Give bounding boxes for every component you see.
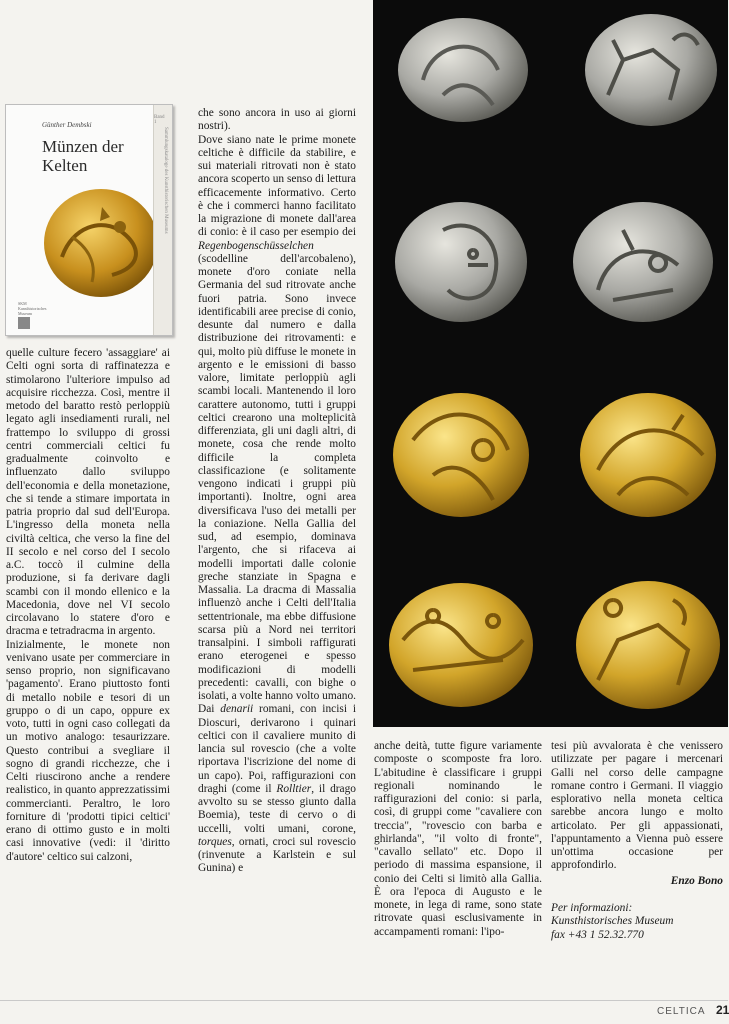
celtic-coins-photo bbox=[373, 0, 728, 727]
book-cover bbox=[5, 104, 173, 336]
magazine-name: CELTICA bbox=[657, 1006, 706, 1017]
text-run: Dove siano nate le prime monete celtiche è difficile da stabilire, e sui materiali ritrovati non è stato ancora scoperto un senso di lettura efficacemente informativo. Certo è che i commerci hanno facilitato la migrazione di monete dall'area di conio: è il caso per esempio dei bbox=[198, 133, 356, 239]
book-cover-coin-image bbox=[42, 187, 160, 299]
book-spine bbox=[153, 105, 172, 335]
silver-coin bbox=[398, 18, 528, 122]
paragraph: che sono ancora in uso ai giorni nostri). bbox=[198, 107, 356, 133]
book-author: Günther Dembski bbox=[42, 121, 92, 129]
gold-coin bbox=[580, 393, 716, 517]
paragraph: anche deità, tutte figure variamente composte o scomposte fra loro. L'abitudine è classificare i gruppi regionali nominando le raffigurazioni del conio: si parla, così, di gruppi come "cavaliere con treccia", "rovescio con barba e ghirlanda", "il volto di fronte", "cavallo sellato" etc. Dopo il periodo di massima espansione, il conio dei Celti si limitò alla Gallia. È ora l'epoca di Augusto e le monete, in lega di rame, sono state ritrovate quasi esclusivamente in accampamenti romani: l'ipo- bbox=[374, 740, 542, 938]
book-spine-mark: Band 1 bbox=[154, 115, 165, 125]
book-publisher-series: SKM bbox=[18, 301, 27, 306]
emphasis-term: Regenbogenschüsselchen bbox=[198, 239, 314, 252]
paragraph: Inizialmente, le monete non venivano usate per commerciare in senso proprio, non significavano 'pagamento'. Erano piuttosto fonti di metallo nobile e tesori di un gruppo o di un capo, oppure ex voto, tutti in ogni caso collegati da un motivo analogo: tesaurizzare. Questo contribui a svegliare il sogno di grandi ricchezze, che i Celti riuscirono anche a rendere realistico, in quanto apprezzatissimi commercianti. Peraltro, le loro forniture di 'prodotti tipici celtici' erano di ottimo gusto e in molti casi innovative (vedi: il 'diritto d'autore' celtico sui calzoni, bbox=[6, 638, 170, 863]
text-run: , il drago avvolto su se stesso giunto dalla Boemia), teste di cervo o di uccelli, volti umani, corone, bbox=[198, 782, 357, 835]
emphasis-term: torques bbox=[198, 835, 232, 848]
footer-rule bbox=[0, 1000, 728, 1001]
silver-coin bbox=[585, 14, 717, 126]
page-footer bbox=[0, 997, 728, 1024]
silver-coin bbox=[573, 202, 713, 322]
gold-coin bbox=[389, 583, 533, 707]
emphasis-term: Rolltier bbox=[276, 782, 312, 795]
coins-image bbox=[373, 0, 728, 727]
book-title: Münzen der Kelten bbox=[42, 137, 124, 175]
silver-coin bbox=[395, 202, 527, 322]
book-spine-text: Sammlungskataloge des Kunsthistorischen Museums bbox=[163, 127, 168, 234]
text-column-3 bbox=[374, 740, 542, 939]
emphasis-term: denarii bbox=[220, 703, 254, 716]
text-run: (scodelline dell'arcobaleno), monete d'oro coniate nella Germania del sud ritrovate anche fuori patria. Sono invece identificabili aree precise di conio, desunte dal numero e dalla distribuzione dei ritrovamenti: e qui, molto più diffuse le monete in argento e le emissioni di basso valore, limitate perloppiù agli scambi locali. Mantenendo il loro carattere autonomo, tutti i gruppi celtici crearono una molteplicità differenziata, gli uni dagli altri, di monete, cosa che rende molto difficile la completa classificazione (e solitamente vengono indicati i gruppi più importanti). Inoltre, ogni area diversificava l'uso dei metalli per la coniazione. Nella Gallia del sud, ad esempio, dominava l'argento, che si rifaceva ai modelli importati dalle colonie greche stanziate in Spagna e Massalia. La dracma di Massalia influenzò anche i Celti dell'Italia settentrionale, ma ebbe diffusione scarsa più a Nord nei territori transalpini. I simboli raffigurati erano eterogenei e spesso modificazioni di modelli precedenti: cavalli, con bighe o isolati, a volte hanno volto umano. Dai bbox=[198, 252, 356, 716]
publisher-logo bbox=[18, 317, 30, 329]
gold-coin bbox=[576, 581, 720, 709]
text-column-1 bbox=[6, 347, 170, 864]
gold-coin bbox=[393, 393, 529, 517]
paragraph: tesi più avvalorata è che venissero utilizzate per pagare i mercenari Galli nel corso delle campagne romane contro i Germani. Il viaggio esplorativo nella moneta celtica sarebbe ancora lungo e molto articolato. Per gli appassionati, l'appuntamento a Vienna può essere un'ottima occasione per approfondirlo. bbox=[551, 740, 723, 872]
text-column-2 bbox=[198, 107, 356, 876]
info-museum: Kunsthistorisches Museum bbox=[551, 915, 674, 928]
author-signature: Enzo Bono bbox=[670, 874, 723, 887]
info-label: Per informazioni: bbox=[551, 901, 633, 914]
text-run: , ornati, croci sul rovescio (rinvenute a Karlstein e sul Gunina) e bbox=[198, 835, 356, 875]
info-box bbox=[551, 902, 723, 943]
info-fax: fax +43 1 52.32.770 bbox=[551, 928, 644, 941]
text-column-4 bbox=[551, 740, 723, 942]
paragraph: quelle culture fecero 'assaggiare' ai Celti ogni sorta di raffinatezza e stimolarono l'ulteriore impulso ad acquisire ricchezza. Così, mentre il metodo del baratto restò perloppiù legato agli insediamenti rurali, nel frattempo lo sviluppo di grossi centri commerciali celtici fu gradualmente coinvolto e influenzato dallo sviluppo dell'economia e della monetazione, che si tende a stimare importata in patria proprio dal sud dell'Europa. L'ingresso della moneta nella civiltà celtica, che verso la fine del II secolo e nel corso del I secolo a.C. toccò il culmine della produzione, si fa derivare dagli scambi con il mondo ellenico e la Macedonia, dove nel VI secolo circolavano lo statere d'oro e dracma e tetradracma in argento. bbox=[6, 347, 170, 638]
text-run: romani, con incisi i Dioscuri, derivarono i quinari celtici con il cavaliere munito di lancia sul rovescio (che a volte riportava l'iscrizione del nome di un capo). Poi, raffigurazioni con draghi (come il bbox=[198, 703, 356, 795]
paragraph bbox=[198, 134, 356, 876]
book-publisher-name: Kunsthistorisches Museum bbox=[18, 306, 47, 316]
page-number: 21 bbox=[716, 1003, 729, 1017]
